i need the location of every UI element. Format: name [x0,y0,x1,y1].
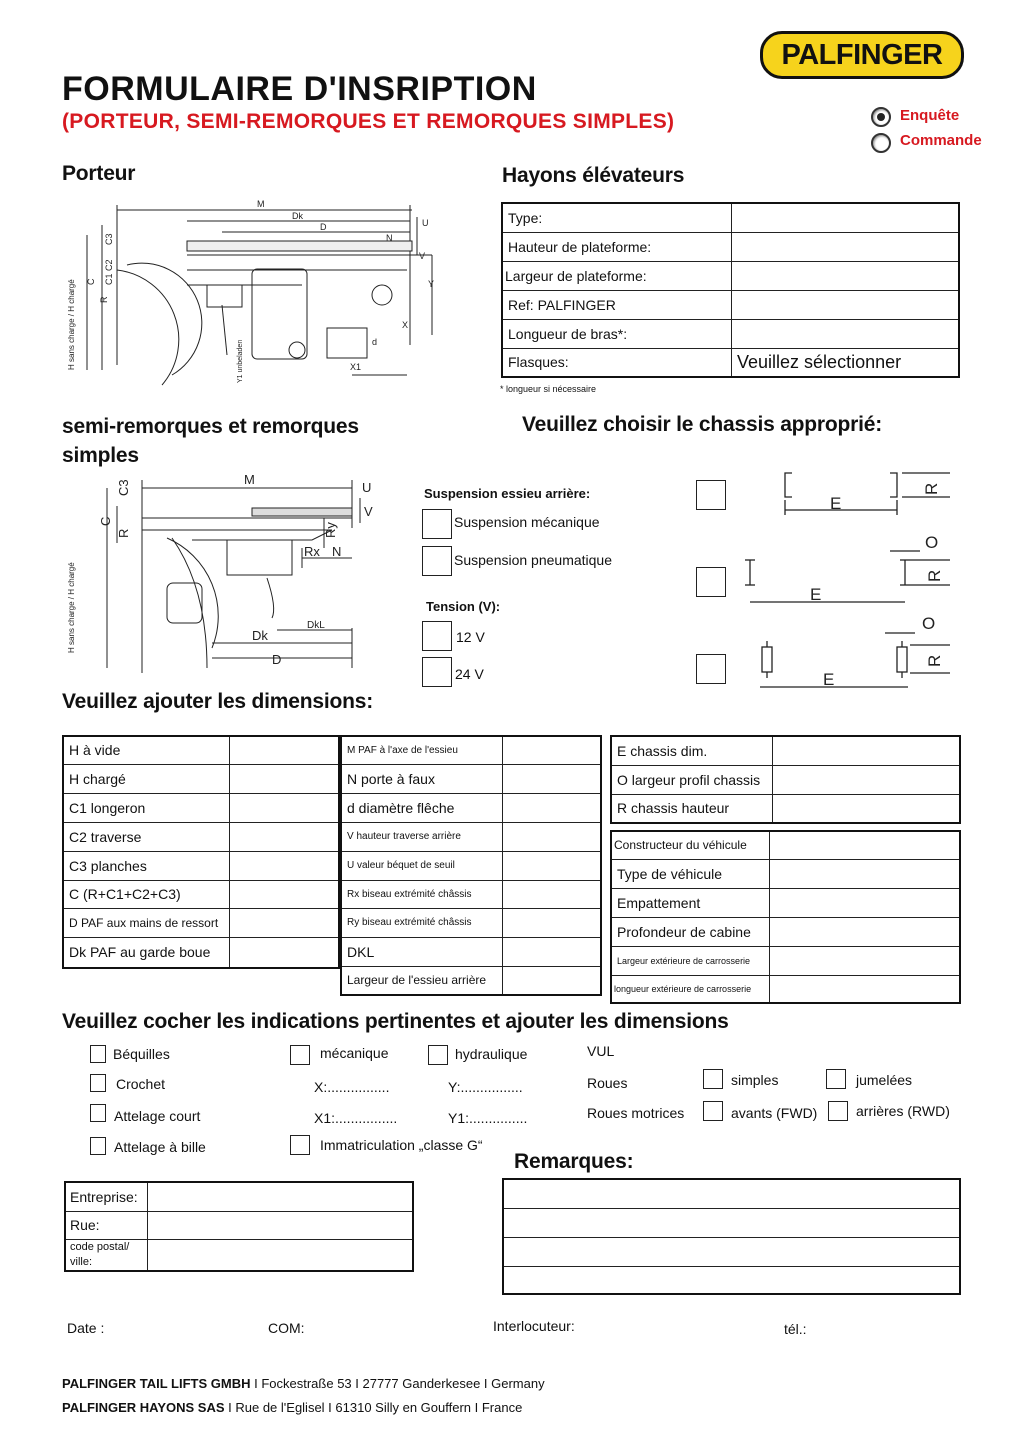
semi-label-C: C [98,516,113,526]
jumelees-checkbox[interactable] [826,1069,846,1089]
bequilles-checkbox[interactable] [90,1045,106,1063]
hayons-label-type: Type: [502,203,732,232]
chassis-dims-table [610,735,961,824]
hayons-note: * longueur si nécessaire [500,384,597,394]
form-title: FORMULAIRE D'INSRIPTION [62,70,537,108]
porteur-label-C1C2: C1 C2 [104,259,114,285]
y-field[interactable]: Y:................ [448,1079,523,1095]
dim-label-v: V hauteur traverse arrière [341,822,503,851]
semi-label-Ry: Ry [323,522,338,538]
roues-label: Roues [587,1075,628,1091]
porteur-label-d: d [372,337,378,347]
chassis3-label-R: R [925,654,944,667]
radio-enquete-label: Enquête [900,107,960,124]
chassis-diagrams [740,465,960,695]
chassis-input-e[interactable] [773,736,961,765]
interlocuteur-label: Interlocuteur: [493,1318,575,1334]
bequilles-label: Béquilles [113,1046,170,1062]
semi-label-H: H sans charge / H chargé [67,562,76,653]
hayons-input-hauteur[interactable] [732,232,960,261]
dim-label-largeur-essieu: Largeur de l'essieu arrière [341,966,503,995]
dim-label-d: D PAF aux mains de ressort [63,908,230,937]
vul-label: VUL [587,1043,615,1059]
semi-diagram [62,468,392,678]
chassis-label-r: R chassis hauteur [611,794,773,823]
porteur-label-Y1: Y1 unbeladen [237,339,244,383]
roues-motrices-label: Roues motrices [587,1105,685,1121]
vehicle-input-largeur-ext[interactable] [770,946,961,975]
porteur-label-X1: X1 [350,362,362,372]
dim-label-h-vide: H à vide [63,736,230,764]
chassis2-label-R: R [925,569,944,582]
hayons-label-ref: Ref: PALFINGER [502,290,732,319]
footer-address-2: I Rue de l'Eglisel I 61310 Silly en Gouffern I France [224,1400,523,1415]
suspension-pneumatique-checkbox[interactable] [422,546,452,576]
footer-company-2: PALFINGER HAYONS SAS [62,1400,225,1415]
dim-input-u[interactable] [503,851,602,880]
semi-label-Rx: Rx [304,544,320,559]
chassis2-label-O: O [925,533,939,552]
dim-input-ry[interactable] [503,908,602,937]
dim-label-c2: C2 traverse [63,822,230,851]
tension-12v-checkbox[interactable] [422,621,452,651]
hydraulique-checkbox[interactable] [428,1045,448,1065]
semi-label-DkL: DkL [307,620,325,631]
dim-label-dk: Dk PAF au garde boue [63,937,230,968]
x1-field[interactable]: X1:................ [314,1110,398,1126]
entreprise-label: Entreprise: [65,1182,148,1211]
attelage-court-label: Attelage court [114,1108,201,1124]
entreprise-input[interactable] [148,1182,414,1211]
remarques-line[interactable] [503,1208,960,1237]
dimensions-mid-table [340,735,602,996]
dim-input-rx[interactable] [503,880,602,908]
footer-line-2 [62,1400,522,1415]
vehicle-input-constructeur[interactable] [770,831,961,859]
chassis3-label-O: O [922,614,936,633]
vehicle-input-empattement[interactable] [770,888,961,917]
hayons-input-longueur[interactable] [732,319,960,348]
remarques-table [502,1178,961,1295]
dim-label-u: U valeur béquet de seuil [341,851,503,880]
chassis-type2-checkbox[interactable] [696,567,726,597]
tension-24v-checkbox[interactable] [422,657,452,687]
footer-company-1: PALFINGER TAIL LIFTS GMBH [62,1376,251,1391]
contact-table [64,1181,414,1272]
chassis-label-o: O largeur profil chassis [611,765,773,794]
dim-input-c2[interactable] [230,822,340,851]
dimensions-heading: Veuillez ajouter les dimensions: [62,690,374,713]
chassis-label-e: E chassis dim. [611,736,773,765]
hydraulique-label: hydraulique [455,1046,528,1062]
dim-label-n: N porte à faux [341,764,503,793]
semi-label-D: D [272,652,282,667]
chassis1-label-R: R [922,482,941,495]
chassis3-label-E: E [823,670,835,689]
jumelees-label: jumelées [856,1072,913,1088]
chassis-heading: Veuillez choisir le chassis approprié: [522,413,883,436]
code-postal-label: code postal/ ville: [65,1239,148,1271]
dim-label-c3: C3 planches [63,851,230,880]
simples-checkbox[interactable] [703,1069,723,1089]
dim-label-d-fleche: d diamètre flêche [341,793,503,822]
porteur-diagram [62,195,442,390]
dim-label-m: M PAF à l'axe de l'essieu [341,736,503,764]
semi-label-N: N [332,544,342,559]
crochet-label: Crochet [116,1076,166,1092]
semi-heading: semi-remorques et remorques simples [62,415,359,467]
dim-label-h-charge: H chargé [63,764,230,793]
suspension-title: Suspension essieu arrière: [424,486,591,501]
hayons-input-largeur[interactable] [732,261,960,290]
porteur-label-M: M [257,199,265,209]
dim-input-m[interactable] [503,736,602,764]
y1-field[interactable]: Y1:............... [448,1110,528,1126]
hayons-input-type[interactable] [732,203,960,232]
porteur-label-X: X [402,320,409,330]
porteur-label-H: H sans charge / H chargé [67,279,76,370]
crochet-checkbox[interactable] [90,1074,106,1092]
tension-12v-label: 12 V [456,629,485,645]
dim-input-h-charge[interactable] [230,764,340,793]
chassis1-label-E: E [830,494,842,513]
palfinger-logo: PALFINGER [760,31,964,79]
semi-label-C3: C3 [116,479,131,496]
semi-label-V: V [364,504,373,519]
tension-24v-label: 24 V [455,666,484,682]
flasques-select[interactable]: Veuillez sélectionner [732,348,960,377]
footer-line-1 [62,1376,545,1391]
remarques-line[interactable] [503,1266,960,1294]
remarques-line[interactable] [503,1179,960,1208]
avants-checkbox[interactable] [703,1101,723,1121]
dim-label-ry: Ry biseau extrémité châssis [341,908,503,937]
semi-label-Dk: Dk [252,628,268,643]
dim-input-dk[interactable] [230,937,340,968]
porteur-heading: Porteur [62,162,136,185]
dim-label-c1: C1 longeron [63,793,230,822]
dim-input-c3[interactable] [230,851,340,880]
porteur-label-D: D [320,222,327,232]
suspension-mecanique-label: Suspension mécanique [454,514,600,530]
avants-label: avants (FWD) [731,1105,818,1121]
arrieres-label: arrières (RWD) [856,1103,950,1119]
x-field[interactable]: X:................ [314,1079,390,1095]
porteur-label-R: R [99,296,109,303]
remarques-heading: Remarques: [514,1150,634,1173]
dimensions-left-table [62,735,340,969]
porteur-label-V: V [419,251,426,261]
attelage-court-checkbox[interactable] [90,1104,106,1122]
chassis-input-o[interactable] [773,765,961,794]
semi-label-M: M [244,472,255,487]
porteur-label-U: U [422,218,429,228]
mecanique-checkbox[interactable] [290,1045,310,1065]
dim-input-c[interactable] [230,880,340,908]
chassis-type1-checkbox[interactable] [696,480,726,510]
chassis-type3-checkbox[interactable] [696,654,726,684]
hayons-input-ref[interactable] [732,290,960,319]
remarques-line[interactable] [503,1237,960,1266]
dim-label-c: C (R+C1+C2+C3) [63,880,230,908]
suspension-mecanique-checkbox[interactable] [422,509,452,539]
dim-input-dkl[interactable] [503,937,602,966]
hayons-label-largeur: Largeur de plateforme: [502,261,732,290]
radio-commande-label: Commande [900,132,982,149]
hayons-table [501,202,960,378]
hayons-label-flasques: Flasques: [502,348,732,377]
arrieres-checkbox[interactable] [828,1101,848,1121]
porteur-label-Dk: Dk [292,211,303,221]
dim-input-v[interactable] [503,822,602,851]
attelage-bille-label: Attelage à bille [114,1139,206,1155]
form-subtitle: (PORTEUR, SEMI-REMORQUES ET REMORQUES SIMPLES) [62,110,675,133]
dim-label-rx: Rx biseau extrémité châssis [341,880,503,908]
vehicle-label-longueur-ext: longueur extérieure de carrosserie [611,975,770,1003]
vehicle-label-largeur-ext: Largeur extérieure de carrosserie [611,946,770,975]
vehicle-label-constructeur: Constructeur du véhicule [611,831,770,859]
dim-input-n[interactable] [503,764,602,793]
com-label: COM: [268,1320,305,1336]
suspension-pneumatique-label: Suspension pneumatique [454,552,613,568]
dim-input-d-fleche[interactable] [503,793,602,822]
vehicle-label-type: Type de véhicule [611,859,770,888]
hayons-heading: Hayons élévateurs [502,164,685,187]
porteur-label-C3: C3 [104,233,114,245]
dim-input-h-vide[interactable] [230,736,340,764]
porteur-label-Y: Y [428,279,435,289]
immatriculation-label: Immatriculation „classe G“ [320,1137,483,1153]
chassis-input-r[interactable] [773,794,961,823]
tel-label: tél.: [784,1321,807,1337]
radio-enquete[interactable] [871,107,891,127]
vehicle-input-type[interactable] [770,859,961,888]
dim-input-c1[interactable] [230,793,340,822]
tension-title: Tension (V): [426,599,501,614]
indications-heading: Veuillez cocher les indications pertinentes et ajouter les dimensions [62,1010,729,1033]
porteur-label-N: N [386,233,393,243]
footer-address-1: I Fockestraße 53 I 27777 Ganderkesee I Germany [250,1376,545,1391]
rue-label: Rue: [65,1211,148,1239]
mecanique-label: mécanique [320,1045,389,1061]
hayons-label-longueur: Longueur de bras*: [502,319,732,348]
vehicle-label-empattement: Empattement [611,888,770,917]
dim-input-d[interactable] [230,908,340,937]
semi-label-U: U [362,480,372,495]
dim-label-dkl: DKL [341,937,503,966]
radio-commande[interactable] [871,133,891,153]
date-label: Date : [67,1320,105,1336]
dim-input-largeur-essieu[interactable] [503,966,602,995]
immatriculation-checkbox[interactable] [290,1135,310,1155]
vehicle-input-longueur-ext[interactable] [770,975,961,1003]
vehicle-label-profondeur: Profondeur de cabine [611,917,770,946]
hayons-label-hauteur: Hauteur de plateforme: [502,232,732,261]
rue-input[interactable] [148,1211,414,1239]
semi-label-R: R [116,528,131,538]
simples-label: simples [731,1072,779,1088]
vehicle-table [610,830,961,1004]
vehicle-input-profondeur[interactable] [770,917,961,946]
attelage-bille-checkbox[interactable] [90,1137,106,1155]
code-postal-input[interactable] [148,1239,414,1271]
porteur-label-C: C [86,278,96,285]
chassis2-label-E: E [810,585,822,604]
